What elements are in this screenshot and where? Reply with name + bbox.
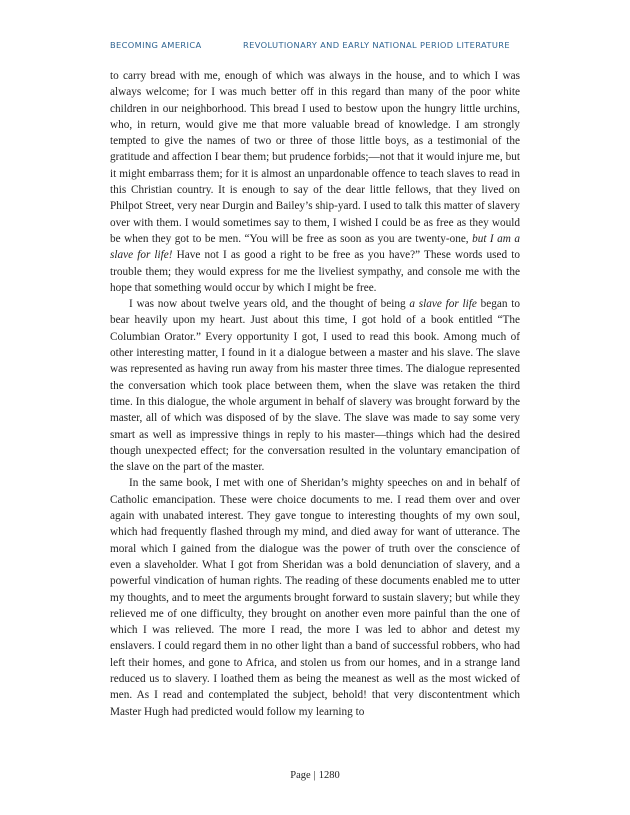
page-footer [0, 770, 630, 781]
paragraph-2-emphasis: a slave for life [409, 298, 477, 311]
paragraph-2-start: I was now about twelve years old, and the thought of being [129, 298, 406, 311]
page-label: Page [290, 770, 311, 781]
paragraph-1-emphasis: but I am a slave for life! [110, 232, 520, 262]
section-title: REVOLUTIONARY AND EARLY NATIONAL PERIOD LITERATURE [243, 40, 510, 50]
body-text [110, 68, 520, 720]
page-separator: | [313, 770, 316, 781]
paragraph-2 [110, 296, 520, 475]
paragraph-1 [110, 68, 520, 296]
page-number: 1280 [318, 770, 340, 781]
paragraph-3: In the same book, I met with one of Sheridan’s mighty speeches on and in behalf of Catholic emancipation. These were choice documents to me. I read them over and over again with unabated interest. They gave tongue to interesting thoughts of my own soul, which had frequently flashed through my mind, and died away for want of utterance. The moral which I gained from the dialogue was the power of truth over the conscience of even a slaveholder. What I got from Sheridan was a bold denunciation of slavery, and a powerful vindication of human rights. The reading of these documents enabled me to utter my thoughts, and to meet the arguments brought forward to sustain slavery; but while they relieved me of one difficulty, they brought on another even more painful than the one of which I was relieved. The more I read, the more I was led to abhor and detest my enslavers. I could regard them in no other light than a band of successful robbers, who had left their homes, and gone to Africa, and stolen us from our homes, and in a strange land reduced us to slavery. I loathed them as being the meanest as well as the most wicked of men. As I read and contemplated the subject, behold! that very discontentment which Master Hugh had predicted would follow my learning to [110, 477, 520, 718]
paragraph-1-text: to carry bread with me, enough of which was always in the house, and to which I was always welcome; for I was much better off in this regard than many of the poor white children in our neighborhood. This bread I used to bestow upon the hungry little urchins, who, in return, would give me that more valuable bread of knowledge. I am strongly tempted to give the names of two or three of those little boys, as a testimonial of the gratitude and affection I bear them; but prudence forbids;—not that it would injure me, but it might embarrass them; for it is almost an unpardonable offence to teach slaves to read in this Christian country. It is enough to say of the dear little fellows, that they lived on Philpot Street, very near Durgin and Bailey’s ship-yard. I used to talk this matter of slavery over with them. I would sometimes say to them, I wished I could be as free as they would be when they got to be men. “You will be free as soon as you are twenty-one, [110, 70, 521, 245]
paragraph-2-end: began to bear heavily upon my heart. Just about this time, I got hold of a book entitled “The Columbian Orator.” Every opportunity I got, I used to read this book. Among much of other interesting matter, I found in it a dialogue between a master and his slave. The slave was represented as having run away from his master three times. The dialogue represented the conversation which took place between them, when the slave was retaken the third time. In this dialogue, the whole argument in behalf of slavery was brought forward by the master, all of which was disposed of by the slave. The slave was made to say some very smart as well as impressive things in reply to his master—things which had the desired though unexpected effect; for the conversation resulted in the voluntary emancipation of the slave on the part of the master. [110, 298, 520, 474]
running-header [110, 40, 520, 54]
book-title: BECOMING AMERICA [110, 40, 202, 50]
paragraph-1-end: Have not I as good a right to be free as you have?” These words used to trouble them; they would express for me the liveliest sympathy, and console me with the hope that something would occur by which I might be free. [110, 249, 521, 294]
